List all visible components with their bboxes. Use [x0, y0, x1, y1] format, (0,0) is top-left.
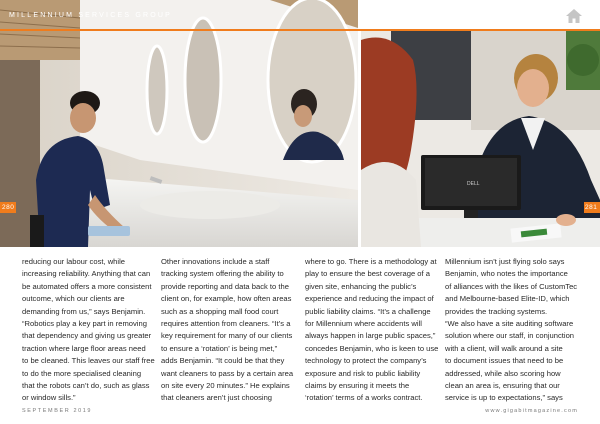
- text-line: provide reporting and data back to the: [161, 281, 289, 291]
- cleaner-in-bathroom-photo: [0, 0, 358, 247]
- text-line: service is up to expectations,” says: [445, 393, 563, 403]
- employee-at-computer-photo: [361, 30, 600, 247]
- article-column-4: [445, 256, 578, 405]
- text-line: demanding from us,” says Benjamin.: [22, 306, 146, 316]
- text-line: that cleaners aren’t just choosing: [161, 393, 273, 403]
- text-line: want cleaners to pass by a certain area: [161, 368, 294, 378]
- brand-title: MILLENNIUM SERVICES GROUP: [9, 12, 173, 19]
- text-line: experience and reducing the impact of: [305, 294, 434, 304]
- text-line: of alliances with the likes of CustomTec: [445, 281, 578, 291]
- text-line: outcome, which our clients are: [22, 294, 125, 304]
- text-line: always happen in large public spaces,”: [305, 331, 436, 341]
- article-column-3: [305, 256, 439, 405]
- text-line: “Robotics play a key part in removing: [22, 319, 147, 329]
- text-line: “We also have a site auditing software: [445, 319, 574, 329]
- text-line: or window sills.”: [22, 393, 76, 403]
- article-column-2: [161, 256, 294, 405]
- text-line: key requirement for many of our clients: [161, 331, 293, 341]
- text-line: adds Benjamin. “It could be that they: [161, 356, 285, 366]
- accent-rule: [0, 29, 600, 31]
- text-line: to ensure a ‘rotation’ is being met,”: [161, 343, 278, 353]
- text-line: provides the tracking systems.: [445, 306, 548, 316]
- text-line: to be cleaned. This leaves our staff free: [22, 356, 155, 366]
- office-photo-illustration: [361, 30, 600, 247]
- svg-text:DELL: DELL: [467, 181, 480, 187]
- cleaner-photo-illustration: [0, 0, 358, 247]
- text-line: clean an area is, ensuring that our: [445, 381, 560, 391]
- text-line: Other innovations include a staff: [161, 257, 270, 266]
- article-column-1: [22, 256, 155, 405]
- text-line: be automated offers a more consistent: [22, 281, 152, 291]
- text-line: where to go. There is a methodology at: [305, 257, 437, 266]
- footer-issue-date: SEPTEMBER 2019: [22, 408, 93, 414]
- text-line: to document issues that need to be: [445, 356, 564, 366]
- text-line: claims by ensuring it meets the: [305, 381, 410, 391]
- text-line: concedes Benjamin, who is keen to use: [305, 343, 439, 353]
- text-line: solution where our staff, in conjunction: [445, 331, 575, 341]
- article-body: [22, 256, 592, 403]
- page-number-right: 281: [584, 202, 600, 213]
- text-line: to do the more specialised cleaning: [22, 368, 142, 378]
- text-line: increasing reliability. Anything that can: [22, 269, 151, 279]
- text-line: such as a shopping mall food court: [161, 306, 279, 316]
- text-line: play to ensure the best coverage of a: [305, 269, 430, 279]
- text-line: with a client, will walk around a site: [445, 343, 563, 353]
- text-line: for Millennium where accidents will: [305, 319, 422, 329]
- text-line: exposure and risk to public liability: [305, 368, 421, 378]
- text-line: reducing our labour cost, while: [22, 257, 125, 266]
- text-line: on site every 20 minutes.” He explains: [161, 381, 290, 391]
- text-line: ‘rotation’ terms of a works contract.: [305, 393, 423, 403]
- magazine-header: [0, 0, 600, 30]
- text-line: given site, enhancing the public’s: [305, 281, 417, 291]
- text-line: that dependency and giving us greater: [22, 331, 152, 341]
- home-icon[interactable]: [566, 9, 582, 23]
- text-line: public liability claims. “It’s a challenge: [305, 306, 431, 316]
- text-line: Millennium isn’t just flying solo says: [445, 257, 565, 266]
- text-line: technology to protect the company’s: [305, 356, 427, 366]
- text-line: tracking system offering the ability to: [161, 269, 284, 279]
- text-line: and Melbourne-based Elite-ID, which: [445, 294, 570, 304]
- page-number-left: 280: [2, 204, 15, 211]
- footer-website-link[interactable]: www.gigabitmagazine.com: [485, 408, 578, 414]
- text-line: traction where large floor areas need: [22, 343, 146, 353]
- text-line: addressed, while also scoring how: [445, 368, 561, 378]
- text-line: requires attention from cleaners. “It’s a: [161, 319, 291, 329]
- text-line: Benjamin, who notes the importance: [445, 269, 568, 279]
- text-line: that the robots can’t do, such as glass: [22, 381, 150, 391]
- text-line: client on, for example, how often areas: [161, 294, 292, 304]
